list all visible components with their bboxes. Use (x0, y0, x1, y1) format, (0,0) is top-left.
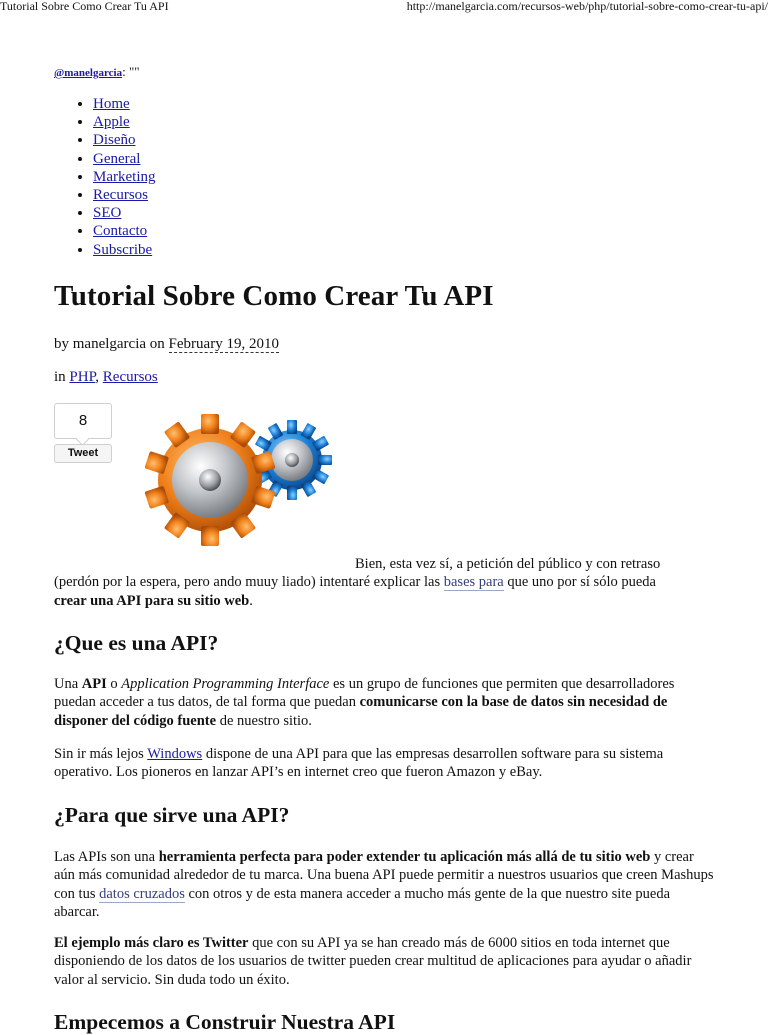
nav-item-general (93, 150, 155, 168)
text: Sin ir más lejos (54, 746, 148, 762)
nav-link-diseno[interactable]: Diseño (93, 132, 136, 149)
twitter-status-line (54, 64, 140, 80)
bold-text: herramienta perfecta para poder extender tu aplicación más allá de tu sitio web (158, 849, 651, 865)
intro-line-3 (54, 592, 714, 610)
bold-text: comunicarse con la base de datos sin necesidad de disponer del código fuente (54, 694, 668, 729)
text: que con su API ya se han creado más de 6000 sitios en toda internet que disponiendo de los datos de los usuarios de twitter pueden crear multitud de aplicaciones para ayudar o añadir valor al servicio. Sin duda todo un éxito. (54, 935, 692, 988)
intro-text-cont: que uno por sí sólo pueda (503, 574, 656, 591)
paragraph-apis-herramienta (54, 848, 714, 921)
nav-item-subscribe (93, 241, 155, 259)
categories-prefix: in (54, 369, 70, 385)
intro-line-2 (54, 573, 714, 591)
nav-link-apple[interactable]: Apple (93, 114, 130, 131)
paragraph-twitter-example (54, 934, 714, 989)
datos-cruzados-link[interactable]: datos cruzados (99, 885, 185, 902)
nav-item-contacto (93, 222, 155, 240)
print-header (0, 0, 768, 16)
nav-item-marketing (93, 168, 155, 186)
bases-para-link[interactable]: bases para (443, 574, 504, 591)
nav-link-recursos[interactable]: Recursos (93, 187, 148, 204)
heading-que-es-api: ¿Que es una API? (54, 631, 219, 655)
paragraph-api-definition (54, 675, 714, 730)
text: o (106, 676, 122, 692)
tweet-button[interactable]: Tweet (54, 444, 112, 463)
bold-api: API (81, 676, 107, 692)
gears-illustration (140, 414, 340, 560)
nav-link-subscribe[interactable]: Subscribe (93, 241, 153, 258)
nav-link-contacto[interactable]: Contacto (93, 223, 148, 240)
text: y crear aún más comunidad alrededor de tu marca. Una buena API puede permitir a nuestros usuarios que creen Mashups con tus (54, 849, 714, 902)
category-link-php[interactable]: PHP (69, 369, 96, 385)
nav-link-marketing[interactable]: Marketing (93, 168, 156, 185)
text: Una (54, 676, 82, 692)
category-link-recursos[interactable]: Recursos (102, 369, 158, 385)
twitter-handle-link[interactable]: @manelgarcia (54, 67, 123, 79)
twitter-status-text: : "" (122, 64, 140, 79)
print-page-url: http://manelgarcia.com/recursos-web/php/tutorial-sobre-como-crear-tu-api/ (406, 0, 768, 13)
text: Las APIs son una (54, 849, 159, 865)
bold-text: El ejemplo más claro es Twitter (54, 935, 249, 951)
nav-link-general[interactable]: General (93, 150, 141, 167)
post-date: February 19, 2010 (168, 336, 279, 352)
nav-item-home (93, 95, 155, 113)
nav-link-seo[interactable]: SEO (93, 205, 122, 222)
windows-link[interactable]: Windows (147, 746, 203, 762)
nav-item-apple (93, 113, 155, 131)
post-byline (54, 336, 279, 353)
text: es un grupo de funciones que permiten que desarrolladores puedan acceder a tus datos, de tal forma que puedan (54, 676, 675, 711)
intro-bold-text: crear una API para su sitio web (54, 592, 250, 609)
heading-empecemos: Empecemos a Construir Nuestra API (54, 1010, 396, 1034)
nav-item-diseno (93, 131, 155, 149)
italic-api-expansion: Application Programming Interface (121, 676, 330, 692)
main-nav (54, 95, 155, 259)
tweet-count-badge: 8 (54, 403, 112, 439)
nav-item-recursos (93, 186, 155, 204)
byline-author: by manelgarcia on (54, 336, 169, 352)
orange-gear-icon (144, 414, 275, 546)
text: dispone de una API para que las empresas desarrollen software para su sistema operativo. Los pioneros en lanzar API’s en internet creo que fueron Amazon y eBay. (54, 746, 664, 781)
paragraph-windows (54, 745, 714, 782)
intro-period: . (249, 592, 253, 609)
nav-item-seo (93, 204, 155, 222)
intro-line-1: Bien, esta vez sí, a petición del público y con retraso (355, 556, 661, 572)
intro-text: (perdón por la espera, pero ando muuy liado) intentaré explicar las (54, 574, 444, 591)
print-page-title: Tutorial Sobre Como Crear Tu API (0, 0, 169, 13)
nav-link-home[interactable]: Home (93, 96, 130, 112)
post-title: Tutorial Sobre Como Crear Tu API (54, 280, 494, 312)
heading-para-que-sirve: ¿Para que sirve una API? (54, 803, 290, 827)
text: de nuestro sitio. (216, 712, 312, 729)
intro-paragraph (54, 555, 714, 610)
post-categories: in PHP, Recursos (54, 369, 158, 385)
text: con otros y de esta manera acceder a mucho más gente de la que nuestro site pueda abarcar. (54, 885, 671, 920)
